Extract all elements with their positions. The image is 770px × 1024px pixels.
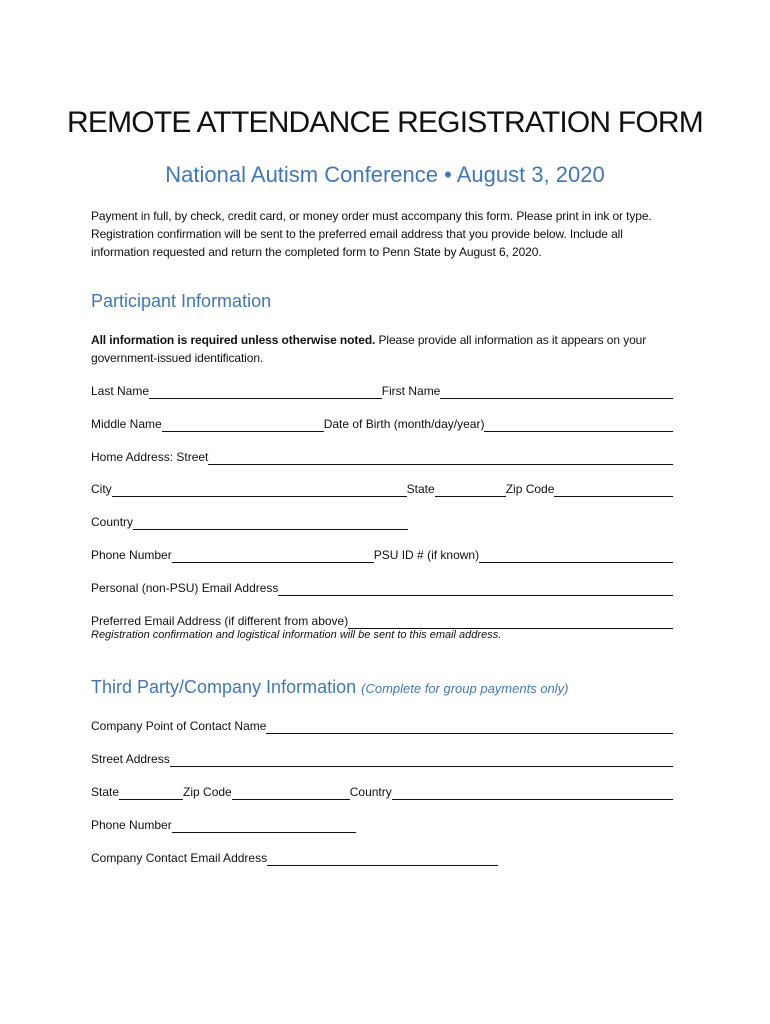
country-label: Country	[91, 515, 134, 529]
name-row	[91, 381, 673, 399]
company-email-label: Company Contact Email Address	[91, 851, 268, 865]
company-zip-field[interactable]	[232, 785, 350, 800]
zip-label: Zip Code	[505, 482, 555, 496]
company-phone-field[interactable]	[172, 818, 356, 833]
intro-paragraph: Payment in full, by check, credit card, or money order must accompany this form. Please print in ink or type. Registration confirmation will be sent to the preferred email address that you provide below. Include all information requested and return the completed form to Penn State by August 6, 2020.	[91, 209, 652, 259]
company-heading-text: Third Party/Company Information	[91, 677, 357, 697]
city-state-zip-row	[91, 479, 673, 497]
psu-id-label: PSU ID # (if known)	[373, 548, 480, 562]
preferred-email-label: Preferred Email Address (if different from above)	[91, 614, 349, 628]
country-row	[91, 512, 408, 530]
last-name-label: Last Name	[91, 384, 150, 398]
participant-note	[91, 331, 683, 367]
contact-name-row	[91, 716, 673, 734]
company-state-label: State	[91, 785, 120, 799]
zip-field[interactable]	[554, 482, 673, 497]
company-phone-row	[91, 815, 356, 833]
participant-note-bold: All information is required unless otherwise noted.	[91, 333, 376, 347]
first-name-field[interactable]	[440, 384, 673, 399]
phone-label: Phone Number	[91, 548, 172, 562]
personal-email-row	[91, 578, 673, 596]
dob-field[interactable]	[484, 417, 673, 432]
form-title: REMOTE ATTENDANCE REGISTRATION FORM	[67, 106, 703, 139]
company-street-row	[91, 749, 673, 767]
last-name-field[interactable]	[149, 384, 382, 399]
street-row	[91, 447, 673, 465]
company-country-field[interactable]	[392, 785, 673, 800]
phone-field[interactable]	[172, 548, 374, 563]
phone-psu-row	[91, 545, 673, 563]
state-field[interactable]	[435, 482, 506, 497]
participant-section-heading: Participant Information	[91, 291, 272, 311]
middle-dob-row	[91, 414, 673, 432]
middle-name-label: Middle Name	[91, 417, 162, 431]
preferred-email-field[interactable]	[348, 614, 673, 629]
personal-email-field[interactable]	[278, 581, 673, 596]
company-section-heading	[91, 677, 569, 698]
company-heading-note: (Complete for group payments only)	[361, 681, 569, 696]
city-label: City	[91, 482, 112, 496]
contact-name-label: Company Point of Contact Name	[91, 719, 267, 733]
preferred-email-help: Registration confirmation and logistical information will be sent to this email address.	[91, 629, 502, 641]
home-street-field[interactable]	[208, 450, 673, 465]
dob-label: Date of Birth (month/day/year)	[323, 417, 485, 431]
company-state-field[interactable]	[119, 785, 183, 800]
psu-id-field[interactable]	[479, 548, 673, 563]
company-zip-label: Zip Code	[183, 785, 232, 799]
conference-subtitle: National Autism Conference • August 3, 2020	[165, 162, 605, 187]
city-field[interactable]	[112, 482, 407, 497]
contact-name-field[interactable]	[266, 719, 673, 734]
country-field[interactable]	[133, 515, 408, 530]
company-state-zip-country-row	[91, 782, 673, 800]
company-street-field[interactable]	[170, 752, 673, 767]
company-street-label: Street Address	[91, 752, 170, 766]
company-phone-label: Phone Number	[91, 818, 172, 832]
company-email-field[interactable]	[267, 851, 498, 866]
middle-name-field[interactable]	[162, 417, 324, 432]
company-country-label: Country	[349, 785, 392, 799]
home-street-label: Home Address: Street	[91, 450, 209, 464]
state-label: State	[406, 482, 435, 496]
first-name-label: First Name	[381, 384, 441, 398]
company-email-row	[91, 848, 498, 866]
participant-note-text: Please provide all information as it appears on your government-issued identification.	[91, 333, 647, 365]
personal-email-label: Personal (non-PSU) Email Address	[91, 581, 279, 595]
preferred-email-row	[91, 611, 673, 629]
